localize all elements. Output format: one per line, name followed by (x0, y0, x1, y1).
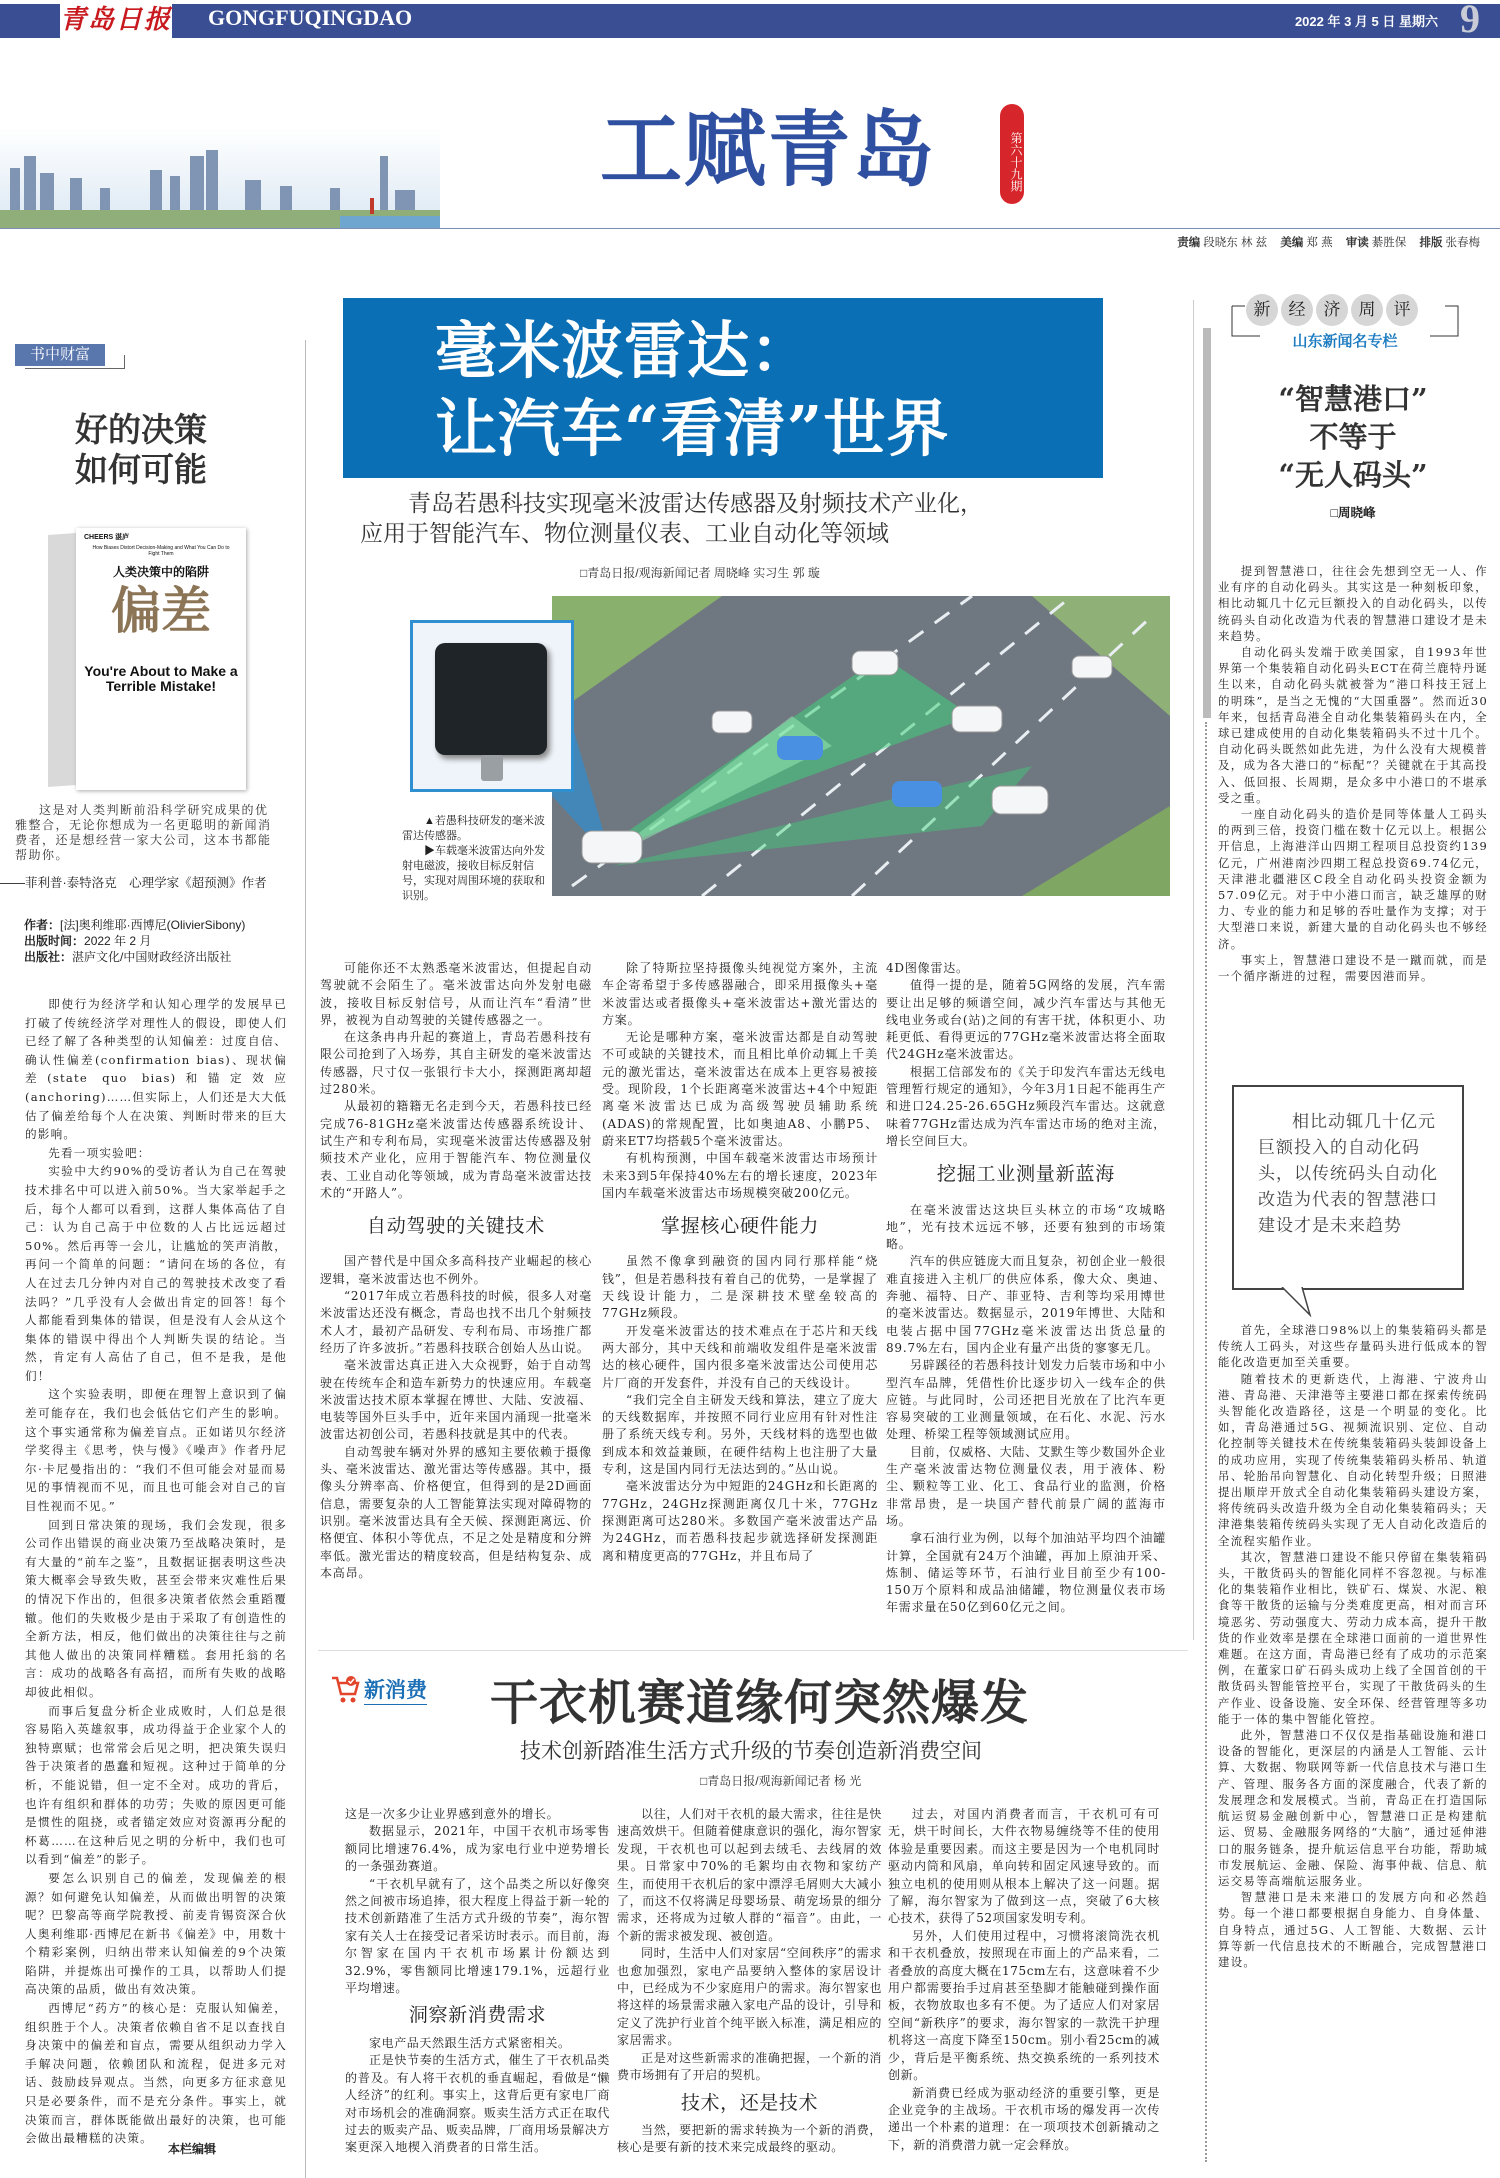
sensor-body (435, 643, 547, 755)
paragraph: 新消费已经成为驱动经济的重要引擎，更是企业竞争的主战场。干衣机市场的爆发再一次传递出一个朴素的道理：在一项项技术创新撬动之下，新的消费潜力就一定会释放。 (888, 2085, 1160, 2152)
subtitle-line: 应用于智能汽车、物位测量仪表、工业自动化等领域 (360, 520, 889, 546)
book-author: [法]奥利维耶·西博尼(OlivierSibony) (60, 918, 246, 932)
header-rule (0, 228, 1500, 229)
paragraph: 当然，要把新的需求转换为一个新的消费，核心是要有新的技术来完成最终的驱动。 (617, 2122, 882, 2155)
editor-credits (1167, 234, 1480, 250)
paragraph: 开发毫米波雷达的技术难点在于芯片和天线两大部分，其中天线和前端收发组件是毫米波雷达的核心硬件，国内很多毫米波雷达公司使用芯片厂商的开发套件，并没有自己的天线设计。 (602, 1323, 878, 1390)
editor-sign: 本栏编辑 (168, 2142, 217, 2156)
commentary-body-1 (1218, 563, 1488, 984)
paragraph: 即使行为经济学和认知心理学的发展早已打破了传统经济学对理性人的假设，即使人们已经了解了各种类型的认知偏差：过度自信、确认性偏差(confirmation bias)、现状偏差(state quo bias)和锚定效应(anchoring)……但实际上，人们还是大大低估了偏差给每个人在决策、判断时带来的巨大的影响。 (25, 997, 287, 1142)
paragraph: 另辟蹊径的若愚科技计划发力后装市场和中小型汽车品牌，凭借性价比逐步切入一线车企的供应链。与此同时，公司还把目光放在了比汽车更容易突破的工业测量领域，在石化、水泥、污水处理、桥梁工程等领域测试应用。 (886, 1358, 1167, 1442)
page-number: 9 (1460, 0, 1480, 41)
paragraph: 4D图像雷达。 (886, 961, 969, 975)
issue-tag: 第六十九期 (1000, 104, 1024, 204)
subheading: 挖掘工业测量新蓝海 (936, 1164, 1116, 1186)
bottom-column-2 (617, 1806, 882, 2157)
paragraph: 另外，人们使用过程中，习惯将滚筒洗衣机和干衣机叠放，按照现在市面上的产品来看，二者叠放的高度大概在175cm左右，这意味着不少用户都需要抬手过肩甚至垫脚才能触碰到操作面板，衣物放取也多有不便。为了适应人们对家居空间“新秩序”的要求，海尔智家的一款洗干护理机将这一高度下降至150cm。别小看25cm的减少，背后是平衡系统、热交换系统的一系列技术创新。 (888, 1928, 1160, 2083)
paragraph: 无论是哪种方案，毫米波雷达都是自动驾驶不可或缺的关键技术，而且相比单价动辄上千美元的激光雷达，毫米波雷达在成本上更容易被接受。现阶段，1个长距离毫米波雷达+4个中短距离毫米波雷达已成为高级驾驶员辅助系统(ADAS)的常规配置，比如奥迪A8、小鹏P5、蔚来ET7均搭载5个毫米波雷达。 (602, 1030, 878, 1148)
photo-caption (402, 814, 552, 904)
paragraph: 可能你还不太熟悉毫米波雷达，但提起自动驾驶就不会陌生了。毫米波雷达向外发射电磁波，接收目标反射信号，从而让汽车“看清”世界，被视为自动驾驶的关键传感器之一。 (320, 961, 592, 1027)
book-date: 2022 年 2 月 (84, 934, 152, 948)
radar-road-photo (552, 596, 1170, 896)
pull-quote-tail (1280, 1287, 1320, 1317)
paragraph: 同时，生活中人们对家居“空间秩序”的需求也愈加强烈，家电产品要纳入整体的家居设计中，已经成为不少家庭用户的需求。海尔智家也将这样的场景需求融入家电产品的设计，引导和定义了洗护行业首个纯平嵌入标准，满足相应的家居需求。 (617, 1946, 882, 2048)
lead-subtitle (360, 488, 1100, 548)
subheading: 技术，还是技术 (680, 2092, 819, 2114)
label: 出版社： (24, 950, 73, 964)
column-subtitle: 山东新闻名专栏 (1262, 330, 1428, 351)
paragraph: 汽车的供应链庞大而且复杂，初创企业一般很难直接进入主机厂的供应体系，像大众、奥迪、奔驰、福特、日产、菲亚特、吉利等均采用博世的毫米波雷达。数据显示，2019年博世、大陆和电装占据中国77GHz毫米波雷达出货总量的89.7%左右，国内企业有量产出货的寥寥无几。 (886, 1254, 1167, 1355)
bottom-subtitle: 技术创新踏准生活方式升级的节奏创造新消费空间 (520, 1740, 982, 1763)
section-title: 工赋青岛 (600, 102, 937, 198)
cover-cn-subtitle: 人类决策中的陷阱 (112, 565, 209, 579)
column-name-char: 经 (1281, 294, 1313, 326)
book-quote: 这是对人类判断前沿科学研究成果的优雅整合，无论你想成为一名更聪明的新闻消费者，还是想经营一家大公司，这本书都能帮助你。 (15, 803, 272, 862)
commentary-byline: □周晓峰 (1330, 506, 1376, 520)
shopping-cart-icon (330, 1674, 360, 1704)
radar-sensor-photo (410, 620, 574, 792)
column-name-char: 评 (1386, 294, 1418, 326)
title-line: 好的决策 (75, 410, 207, 449)
paragraph: 从最初的籍籍无名走到今天，若愚科技已经完成76-81GHz毫米波雷达传感器系统设计、试生产和专利布局，实现毫米波雷达传感器及射频技术产业化，应用于智能汽车、物位测量仪表、工业自动化等领域，成为青岛毫米波雷达技术的“开路人”。 (320, 1099, 592, 1200)
column-tag: 书中财富 (15, 344, 105, 366)
paragraph: 事实上，智慧港口建设不是一蹴而就，而是一个循序渐进的过程，需要因港而异。 (1218, 952, 1488, 984)
book-info (24, 917, 245, 965)
subheading: 自动驾驶的关键技术 (366, 1216, 546, 1238)
credit-role: 排版 (1419, 237, 1443, 249)
paragraph: 以往，人们对干衣机的最大需求，往往是快速高效烘干。但随着健康意识的强化，海尔智家发现，干衣机也可以起到去绒毛、去线屑的效果。日常家中70%的毛絮均由衣物和家纺产生，而使用干衣机后的家中漂浮毛屑则大大减小了，而这不仅将满足母婴场景、萌宠场景的细分需求，还将成为过敏人群的“福音”。由此，一个新的需求被发现、被创造。 (617, 1807, 882, 1943)
credit-names: 段晓东 林 兹 (1203, 237, 1268, 249)
paragraph: 国产替代是中国众多高科技产业崛起的核心逻辑，毫米波雷达也不例外。 (320, 1254, 592, 1286)
label: 作者： (24, 918, 61, 932)
city-skyline-image (0, 128, 440, 228)
paragraph: 自动化码头发端于欧美国家，自1993年世界第一个集装箱自动化码头ECT在荷兰鹿特丹诞生以来，自动化码头就被誉为“港口科技王冠上的明珠”，是当之无愧的“大国重器”。然而近30年来，包括青岛港全自动化集装箱码头在内，全球已建成使用的自动化集装箱码头不过十几个。自动化码头既然如此先进，为什么没有大规模普及，成为各大港口的“标配”？关键就在于其高投入、低回报、长周期，是众多中小港口的不堪承受之重。 (1218, 645, 1488, 805)
paragraph: 在毫米波雷达这块巨头林立的市场“攻城略地”，光有技术远远不够，还要有独到的市场策略。 (886, 1202, 1166, 1252)
credit-names: 綦胜保 (1371, 237, 1407, 249)
paragraph: 除了特斯拉坚持摄像头纯视觉方案外，主流车企寄希望于多传感器融合，即采用摄像头+毫米波雷达或者摄像头+毫米波雷达+激光雷达的方案。 (602, 961, 878, 1027)
bottom-column-3 (888, 1806, 1160, 2154)
credit-role: 审读 (1345, 237, 1369, 249)
subheading: 洞察新消费需求 (408, 2005, 547, 2027)
bottom-byline: □青岛日报/观海新闻记者 杨 光 (700, 1774, 862, 1788)
newspaper-logo: 青岛日报 (60, 0, 172, 40)
paragraph: 其次，智慧港口建设不能只停留在集装箱码头，干散货码头的智能化同样不容忽视。与标准化的集装箱作业相比，铁矿石、煤炭、水泥、粮食等干散货的运输与分类难度更高，相对而言环境恶劣、劳动强度大、劳动力成本高，提升干散货的作业效率是摆在全球港口面前的一道世界性难题。在这方面，青岛港已经有了成功的示范案例，在董家口矿石码头成功上线了全国首创的干散货码头智能管控平台，实现了干散货码头的生产作业、设备设施、安全环保、经营管理等多功能于一体的集中智能化管控。 (1218, 1549, 1488, 1726)
commentary-title (1218, 380, 1488, 494)
column-divider (1193, 300, 1194, 1640)
paragraph: 自动驾驶车辆对外界的感知主要依赖于摄像头、毫米波雷达、激光雷达等传感器。其中，摄像头分辨率高、价格便宜，但得到的是2D画面信息，需要复杂的人工智能算法实现对障碍物的识别。毫米波雷达具有全天候、探测距离远、价格便宜、体积小等优点，不足之处是精度和分辨率低。激光雷达的精度较高，但是结构复杂、成本高昂。 (320, 1444, 592, 1580)
paragraph: 智慧港口是未来港口的发展方向和必然趋势。每一个港口都要根据自身能力、自身体量、自身特点，通过5G、人工智能、大数据、云计算等新一代信息技术的不断融合，完成智慧港口建设。 (1218, 1890, 1488, 1969)
paragraph: “干衣机早就有了，这个品类之所以好像突然之间被市场追捧，很大程度上得益于新一轮的技术创新踏准了生活方式升级的节奏”，海尔智家有关人士在接受记者采访时表示。而目前，海尔智家在国内干衣机市场累计份额达到32.9%，零售额同比增速179.1%，远超行业平均增速。 (345, 1876, 610, 1996)
credit-role: 美编 (1280, 237, 1304, 249)
caption-line: ▲若愚科技研发的毫米波雷达传感器。 (402, 815, 545, 842)
paragraph: “我们完全自主研发天线和算法，建立了庞大的天线数据库，并按照不同行业应用有针对性注册了系统天线专利。另外，天线材料的选型也做到成本和效益兼顾，在硬件结构上也注册了大量专利，这是国内同行无法达到的。”丛山说。 (602, 1392, 878, 1477)
paragraph: 西博尼“药方”的核心是：克服认知偏差，组织胜于个人。决策者依赖自省不足以查找自身决策中的偏差和盲点，需要从组织动力学入手解决问题，依赖团队和流程，促进多元对话、鼓励歧异观点。当然，向更多方征求意见只是必要条件，而不是充分条件。事实上，就决策而言，群体既能做出最好的决策，也可能会做出最糟糕的决策。 (25, 2001, 287, 2146)
cover-english-subtitle: How Biases Distort Decision-Making and What You Can Do to Fight Them (92, 545, 230, 557)
publisher-mark: CHEERS 湛庐 (84, 534, 130, 541)
subheading: 掌握核心硬件能力 (660, 1216, 820, 1238)
headline-line: 毫米波雷达： (435, 314, 814, 387)
paragraph: 过去，对国内消费者而言，干衣机可有可无，烘干时间长，大件衣物易缠绕等不佳的使用体验是重要因素。而这主要是因为一个电机同时驱动内筒和风扇，单向转和固定风速导致的。而独立电机的使用则从根本上解决了这一问题。据了解，海尔智家为了做到这一点，突破了6大核心技术，获得了52项国家发明专利。 (888, 1807, 1160, 1926)
column-name (1246, 294, 1418, 326)
title-line: 如何可能 (75, 450, 207, 489)
column-side-bar (1203, 328, 1211, 718)
dotted-divider (1205, 722, 1207, 2162)
book-spine (48, 533, 76, 787)
bottom-headline: 干衣机赛道缘何突然爆发 (490, 1675, 1030, 1731)
column-divider (305, 340, 306, 2178)
credit-names: 郑 燕 (1306, 237, 1333, 249)
pull-quote: 相比动辄几十亿元巨额投入的自动化码头，以传统码头自动化改造为代表的智慧港口建设才是未来趋势 (1232, 1085, 1464, 1290)
cover-en-title: You're About to Make a Terrible Mistake! (84, 663, 238, 694)
new-consumption-badge (330, 1672, 450, 1708)
column-name-char: 济 (1316, 294, 1348, 326)
paragraph: 实验中大约90%的受访者认为自己在驾驶技术排名中可以进入前50%。当大家举起手之后，每个人都可以看到，这群人集体高估了自己：认为自己高于中位数的人占比远远超过50%。然后再等一会儿，让尴尬的笑声消散，再问一个简单的问题：“请问在场的各位，有人在过去几分钟内对自己的驾驶技术改变了看法吗？”几乎没有人会做出肯定的回答！每个人都能看到集体的错误，但是没有人会从这个集体的错误中得出个人判断失误的结论。当然，肯定有人高估了自己，但不是我，是他们！ (25, 1164, 287, 1383)
paragraph: 在这条冉冉升起的赛道上，青岛若愚科技有限公司抢到了入场券，其自主研发的毫米波雷达传感器，尺寸仅一张银行卡大小，探测距离却超过280米。 (320, 1030, 592, 1097)
paragraph: 这个实验表明，即便在理智上意识到了偏差可能存在，我们也会低估它们产生的影响。这个事实通常称为偏差盲点。正如诺贝尔经济学奖得主《思考，快与慢》《噪声》作者丹尼尔·卡尼曼指出的：“我们不但可能会对显而易见的事情视而不见，而且也可能会对自己的盲目性视而不见。” (25, 1387, 287, 1514)
paragraph: 先看一项实验吧： (48, 1145, 151, 1160)
paragraph: 拿石油行业为例，以每个加油站平均四个油罐计算，全国就有24万个油罐，再加上原油开采、炼制、储运等环节，石油行业目前至少有100-150万个原料和成品油储罐，物位测量仪表市场年需求量在50亿到60亿元之间。 (886, 1531, 1167, 1615)
paragraph: 家电产品天然跟生活方式紧密相关。 (369, 2035, 571, 2050)
paragraph: 数据显示，2021年，中国干衣机市场零售额同比增速76.4%，成为家电行业中逆势增长的一条强劲赛道。 (345, 1824, 610, 1874)
book-review-body (25, 995, 287, 2148)
paragraph: 毫米波雷达真正进入大众视野，始于自动驾驶在传统车企和造车新势力的快速应用。车载毫米波雷达技术原本掌握在博世、大陆、安波福、电装等国外巨头手中，近年来国内涌现一批毫米波雷达初创公司，若愚科技就是其中的代表。 (320, 1358, 592, 1442)
badge-label: 新消费 (364, 1674, 427, 1705)
bottom-column-1 (345, 1806, 610, 2157)
credit-role: 责编 (1177, 237, 1201, 249)
caption-line: ▶车载毫米波雷达向外发射电磁波，接收目标反射信号，实现对周围环境的获取和识别。 (402, 845, 545, 902)
lead-column-3 (886, 960, 1166, 1617)
paragraph: “2017年成立若愚科技的时候，很多人对毫米波雷达还没有概念，青岛也找不出几个射频技术人才，最初产品研发、专利布局、市场推广都经历了许多波折。”若愚科技联合创始人丛山说。 (320, 1289, 592, 1355)
commentary-body-2 (1218, 1322, 1488, 1970)
cover-cn-title: 偏差 (111, 583, 211, 639)
label: 出版时间： (24, 934, 85, 948)
paragraph: 而事后复盘分析企业成败时，人们总是很容易陷入英雄叙事，成功得益于企业家个人的独特禀赋；也常常会后见之明，把决策失误归咎于决策者的愚蠢和短视。这种过于简单的分析，不能说错，但一定不全对。成功的背后，也许有组织和群体的功劳；失败的原因更可能是惯性的阻挠，或者锚定效应对资源再分配的杯葛……在这种后见之明的分析中，我们也可以看到“偏差”的影子。 (25, 1703, 287, 1867)
lead-headline (343, 298, 1103, 478)
paragraph: 有机构预测，中国车载毫米波雷达市场预计未来3到5年保持40%左右的增长速度，2023年国内车载毫米波雷达市场规模突破200亿元。 (602, 1151, 878, 1200)
lead-column-2 (602, 960, 878, 1565)
subtitle-line: 青岛若愚科技实现毫米波雷达传感器及射频技术产业化， (408, 490, 983, 516)
paragraph: 目前，仅威格、大陆、艾默生等少数国外企业生产毫米波雷达物位测量仪表，用于液体、粉尘、颗粒等工业、化工、食品行业的监测，价格非常昂贵，是一块国产替代前景广阔的蓝海市场。 (886, 1444, 1167, 1528)
paragraph: 随着技术的更新迭代，上海港、宁波舟山港、青岛港、天津港等主要港口都在探索传统码头智能化改造路径，这是一个明显的变化。比如，青岛港通过5G、视频流识别、定位、自动化控制等关键技术在传统集装箱码头装卸设备上的成功应用，实现了传统集装箱码头桥吊、轨道吊、轮胎吊向智慧化、自动化转型升级；日照港提出顺岸开放式全自动化集装箱码头建设方案，将传统码头改造升级为全自动化集装箱码头；天津港集装箱传统码头实现了无人自动化改造后的全流程实船作业。 (1218, 1371, 1488, 1548)
title-line: “无人码头” (1278, 458, 1428, 492)
paragraph: 正是对这些新需求的准确把握，一个新的消费市场拥有了开启的契机。 (617, 2050, 882, 2083)
book-publisher: 湛庐文化/中国财政经济出版社 (72, 950, 232, 964)
section-pinyin: GONGFUQINGDAO (208, 5, 413, 30)
quote-attribution: ——菲利普·泰特洛克 心理学家《超预测》作者 (0, 876, 267, 890)
paragraph: 值得一提的是，随着5G网络的发展，汽车需要让出足够的频谱空间，减少汽车雷达与其他无线电业务或台(站)之间的有害干扰，体积更小、功耗更低、看得更远的77GHz毫米波雷达将全面取代24GHz毫米波雷达。 (886, 978, 1166, 1062)
title-line: “智慧港口” (1278, 382, 1428, 416)
lead-byline: □青岛日报/观海新闻记者 周晓峰 实习生 郭 璇 (580, 566, 820, 580)
book-review-title (75, 410, 207, 490)
paragraph: 回到日常决策的现场，我们会发现，很多公司作出错误的商业决策乃至战略决策时，是有大量的“前车之鉴”，且数据证据表明这些决策大概率会导致失败，甚至会带来灾难性后果的情况下作出的，但很多决策者依然会重蹈覆辙。他们的失败极少是由于采取了有创造性的全新方法，相反，他们做出的决策往往与之前其他人做出的决策同样糟糕。套用托翁的名言：成功的战略各有高招，而所有失败的战略却彼此相似。 (25, 1517, 287, 1699)
paragraph: 提到智慧港口，往往会先想到空无一人、作业有序的自动化码头。其实这是一种刻板印象，相比动辄几十亿元巨额投入的自动化码头，以传统码头自动化改造为代表的智慧港口建设才是未来趋势。 (1218, 564, 1488, 643)
column-name-char: 新 (1246, 294, 1278, 326)
paragraph: 一座自动化码头的造价是同等体量人工码头的两到三倍，投资门槛在数十亿元以上。根据公开信息，上海港洋山四期工程项目总投资约139亿元，广州港南沙四期工程总投资69.74亿元，天津港北疆港区C段全自动化码头投资金额为57.09亿元。对于中小港口而言，缺乏雄厚的财力、专业的能力和足够的吞吐量作为支撑；对于大型港口来说，新建大量的自动化码头也不够经济。 (1218, 807, 1488, 951)
column-name-char: 周 (1351, 294, 1383, 326)
paragraph: 虽然不像拿到融资的国内同行那样能“烧钱”，但是若愚科技有着自己的优势，一是掌握了天线设计能力，二是深耕技术壁垒较高的77GHz频段。 (602, 1254, 878, 1321)
issue-date: 2022 年 3 月 5 日 星期六 (1294, 14, 1438, 29)
credit-names: 张春梅 (1445, 237, 1480, 249)
headline-line: 让汽车“看清”世界 (435, 392, 950, 465)
paragraph: 毫米波雷达分为中短距的24GHz和长距离的77GHz，24GHz探测距离仅几十米，77GHz探测距离可达280米。多数国产毫米波雷达产品为24GHz，而若愚科技起步就选择研发探测距离和精度更高的77GHz，并且布局了 (602, 1479, 878, 1563)
lead-column-1 (320, 960, 592, 1582)
book-cover-image (48, 520, 248, 792)
paragraph: 要怎么识别自己的偏差，发现偏差的根源？如何避免认知偏差，从而做出明智的决策呢？巴黎高等商学院教授、前麦肯锡资深合伙人奥利维耶·西博尼在新书《偏差》中，用数十个精彩案例，归纳出带来认知偏差的9个决策陷阱，并提炼出可操作的工具，以帮助人们提高决策的品质，做出有效决策。 (25, 1870, 287, 1997)
sensor-connector (481, 755, 503, 781)
paragraph: 此外，智慧港口不仅仅是指基础设施和港口设备的智能化，更深层的内涵是人工智能、云计算、大数据、物联网等新一代信息技术与港口生产、管理、服务各方面的深度融合，代表了新的发展理念和发展模式。当前，青岛正在打造国际航运贸易金融创新中心，智慧港口正是构建航运、贸易、金融服务网络的“大脑”，通过延伸港口的服务链条，提升航运信息平台功能，帮助城市发展航运、金融、保险、海事仲裁、信息、航运交易等高端航运服务业。 (1218, 1728, 1488, 1888)
title-line: 不等于 (1309, 420, 1397, 454)
section-rule (318, 1650, 1188, 1651)
book-front (76, 528, 246, 790)
paragraph: 正是快节奏的生活方式，催生了干衣机品类的普及。有人将干衣机的垂直崛起，看做是“懒人经济”的红利。事实上，这背后更有家电厂商对市场机会的准确洞察。贩卖生活方式正在取代过去的贩卖产品、贩卖品牌，厂商用场景解决方案更深入地楔入消费者的日常生活。 (345, 2053, 610, 2155)
paragraph: 这是一次多少让业界感到意外的增长。 (345, 1807, 560, 1821)
paragraph: 根据工信部发布的《关于印发汽车雷达无线电管理暂行规定的通知》，今年3月1日起不能再生产和进口24.25-26.65GHz频段汽车雷达。这就意味着77GHz雷达成为汽车雷达市场的绝对主流，增长空间巨大。 (886, 1064, 1167, 1148)
paragraph: 首先，全球港口98%以上的集装箱码头都是传统人工码头，对这些存量码头进行低成本的智能化改造更加至关重要。 (1218, 1323, 1488, 1370)
